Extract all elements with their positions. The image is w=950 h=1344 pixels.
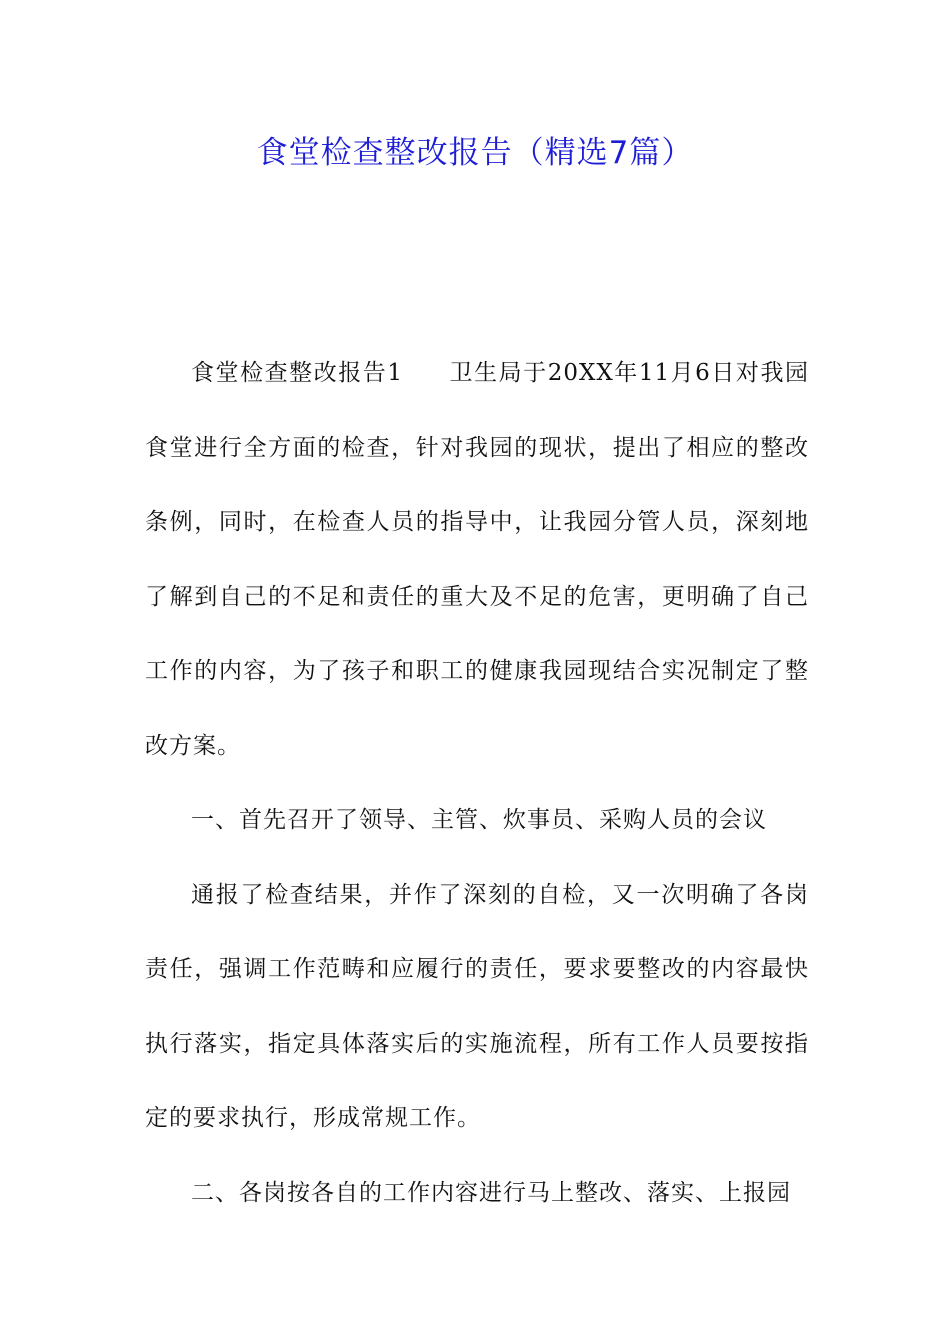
paragraph-1-text: 卫生局于20XX年11月6日对我园食堂进行全方面的检查，针对我园的现状，提出了相应的整改条例，同时，在检查人员的指导中，让我园分管人员，深刻地了解到自己的不足和责任的重大及不足的危害，更明确了自己工作的内容，为了孩子和职工的健康我园现结合实况制定了整改方案。 [145,360,809,759]
paragraph-4: 二、各岗按各自的工作内容进行马上整改、落实、上报园 [191,1179,791,1206]
paragraph-2: 一、首先召开了领导、主管、炊事员、采购人员的会议 [191,807,767,833]
paragraph-3: 通报了检查结果，并作了深刻的自检，又一次明确了各岗责任，强调工作范畴和应履行的责任，要求要整改的内容最快执行落实，指定具体落实后的实施流程，所有工作人员要按指定的要求执行，形成常规工作。 [145,881,809,1131]
paragraph-1 [145,336,809,783]
document-title: 食堂检查整改报告（精选7篇） [256,135,694,171]
report-heading-1: 食堂检查整改报告1 [191,360,403,386]
document-body [145,336,809,1230]
